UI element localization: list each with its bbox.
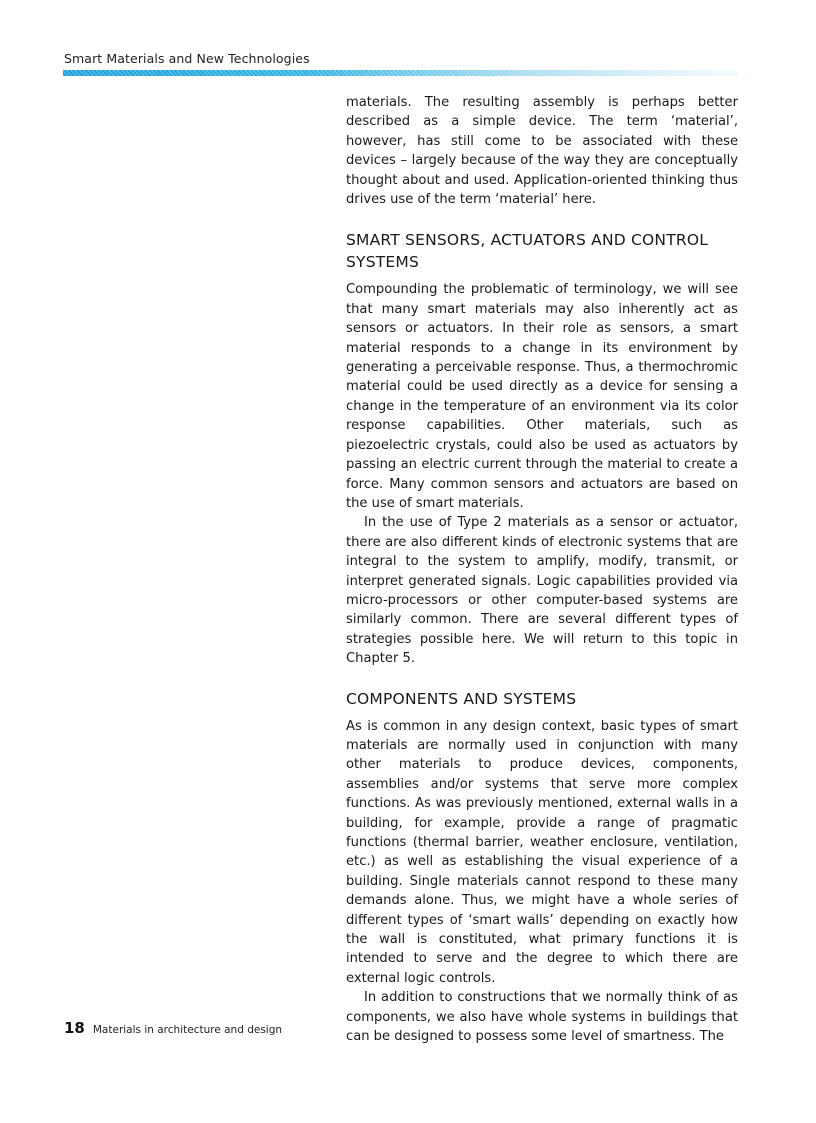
text-column — [346, 93, 738, 1046]
section-heading-components: COMPONENTS AND SYSTEMS — [346, 689, 577, 708]
page-number: 18 — [64, 1019, 85, 1037]
components-paragraph-1: As is common in any design context, basic types of smart materials are normally used in conjunction with many other materials to produce devices, components, assemblies and/or systems that serve more complex functions. As was previously mentioned, external walls in a building, for example, provide a range of pragmatic functions (thermal barrier, weather enclosure, ventilation, etc.) as well as establishing the visual experience of a building. Single materials cannot respond to these many demands alone. Thus, we might have a whole series of different types of ‘smart walls’ depending on exactly how the wall is constituted, what primary functions it is intended to serve and the degree to which there are external logic controls. — [346, 718, 738, 986]
sensors-paragraph-1: Compounding the problematic of terminology, we will see that many smart materials may also inherently act as sensors or actuators. In their role as sensors, a smart material responds to a change in its environment by generating a perceivable response. Thus, a thermochromic material could be used directly as a device for sensing a change in the temperature of an environment via its color response capabilities. Other materials, such as piezoelectric crystals, could also be used as actuators by passing an electric current through the material to create a force. Many common sensors and actuators are based on the use of smart materials. — [346, 282, 738, 511]
running-header-title: Smart Materials and New Technologies — [64, 51, 310, 66]
components-paragraph-2: In addition to constructions that we normally think of as components, we also have whole systems in buildings that can be designed to possess some level of smartness. The — [346, 990, 738, 1045]
sensors-paragraph-2: In the use of Type 2 materials as a sensor or actuator, there are also different kinds of electronic systems that are integral to the system to amplify, modify, transmit, or interpret generated signals. Logic capabilities provided via micro-processors or other computer-based systems are similarly common. There are several different types of strategies possible here. We will return to this topic in Chapter 5. — [346, 515, 738, 667]
page-footer — [64, 1019, 282, 1037]
intro-paragraph: materials. The resulting assembly is perhaps better described as a simple device. The term ‘material’, however, has still come to be associated with these devices – largely because of the way they are conceptually thought about and used. Application-oriented thinking thus drives use of the term ‘material’ here. — [346, 95, 738, 208]
footer-book-title: Materials in architecture and design — [92, 1024, 283, 1036]
section-heading-sensors: SMART SENSORS, ACTUATORS AND CONTROL SYSTEMS — [346, 231, 709, 272]
header-rule — [63, 70, 739, 76]
